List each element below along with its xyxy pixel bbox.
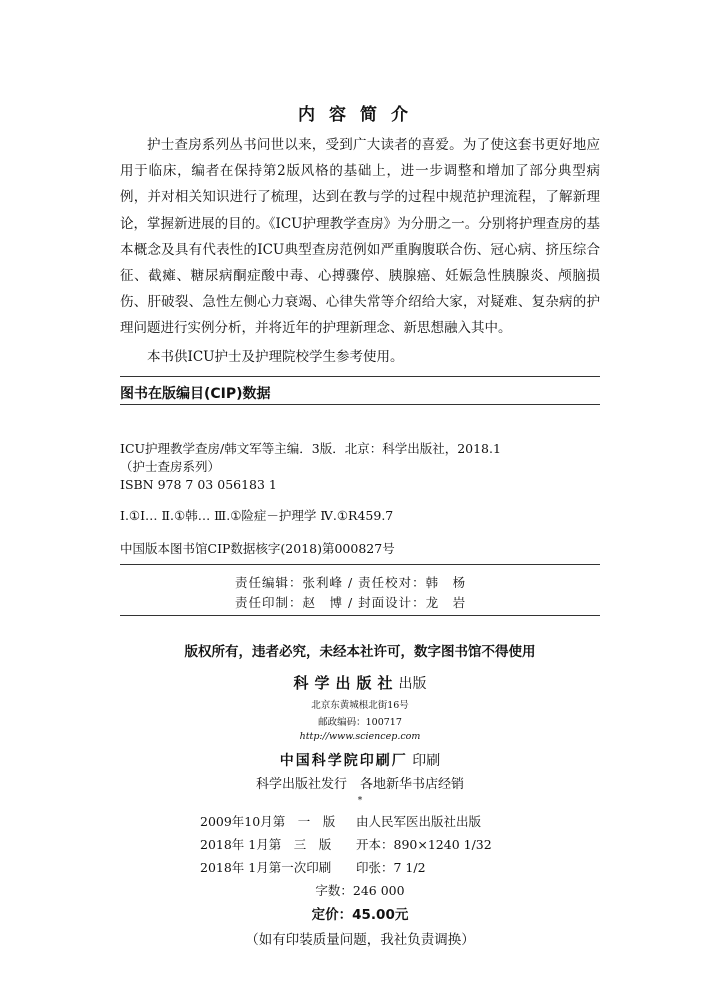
distribution-line: 科学出版社发行 各地新华书店经销 xyxy=(255,777,464,792)
publisher-url: http://www.sciencep.com xyxy=(299,731,421,742)
printer-name: 中国科学院印刷厂 xyxy=(279,753,408,769)
format-size: 开本：890×1240 1/32 xyxy=(356,837,492,852)
printer-suffix: 印刷 xyxy=(412,753,441,769)
intro-title: 内容简介 xyxy=(298,105,422,125)
publisher-name: 科学出版社 xyxy=(293,674,399,692)
first-printing: 2018年 1月第一次印刷 xyxy=(200,860,332,875)
quality-note: （如有印装质量问题，我社负责调换） xyxy=(245,932,475,948)
printer-line xyxy=(0,750,720,770)
cip-divider-bottom xyxy=(120,564,600,565)
edition-3-left: 2018年 1月第 三 版 xyxy=(200,837,332,852)
cip-heading: 图书在版编目(CIP)数据 xyxy=(120,386,271,402)
section-divider xyxy=(120,376,600,377)
intro-paragraph-1: 护士查房系列丛书问世以来，受到广大读者的喜爱。为了使这套书更好地应用于临床，编者在保持第2版风格的基础上，进一步调整和增加了部分典型病例，并对相关知识进行了梳理，达到在教与学的过程中规范护理流程，了解新理论，掌握新进展的目的。《ICU护理教学查房》为分册之一。分别将护理查房的基本概念及具有代表性的ICU典型查房范例如严重胸腹联合伤、冠心病、挤压综合征、截瘫、糖尿病酮症酸中毒、心搏骤停、胰腺癌、妊娠急性胰腺炎、颅脑损伤、肝破裂、急性左侧心力衰竭、心律失常等介绍给大家，对疑难、复杂病的护理问题进行实例分析，并将近年的护理新理念、新思想融入其中。 xyxy=(120,137,600,337)
star-mark: * xyxy=(357,796,363,806)
publisher-postcode: 邮政编码：100717 xyxy=(318,717,402,728)
staff-divider xyxy=(120,615,600,616)
price: 定价：45.00元 xyxy=(311,907,409,923)
cip-line-classification: Ⅰ.①I… Ⅱ.①韩… Ⅲ.①险症－护理学 Ⅳ.①R459.7 xyxy=(120,508,394,523)
cip-line-title: ICU护理教学查房/韩文军等主编．3版．北京：科学出版社，2018.1 xyxy=(120,441,501,456)
cip-divider-top xyxy=(120,404,600,405)
cip-line-isbn: ISBN 978 7 03 056183 1 xyxy=(120,477,277,492)
copyright-notice: 版权所有，违者必究，未经本社许可，数字图书馆不得使用 xyxy=(184,644,536,660)
cip-line-record-number: 中国版本图书馆CIP数据核字(2018)第000827号 xyxy=(120,541,395,556)
cip-line-series: （护士查房系列） xyxy=(120,459,221,474)
word-count: 字数：246 000 xyxy=(315,883,405,898)
publisher-line xyxy=(0,672,720,693)
printed-sheets: 印张：7 1/2 xyxy=(356,860,426,875)
staff-line-production: 责任印制：赵 博 / 封面设计：龙 岩 xyxy=(235,595,467,610)
edition-1-right: 由人民军医出版社出版 xyxy=(356,814,482,829)
publisher-address: 北京东黄城根北街16号 xyxy=(311,700,409,711)
publisher-suffix: 出版 xyxy=(398,676,427,692)
staff-line-editors: 责任编辑：张利峰 / 责任校对：韩 杨 xyxy=(235,575,467,590)
edition-1-left: 2009年10月第 一 版 xyxy=(200,814,336,829)
intro-paragraph-2: 本书供ICU护士及护理院校学生参考使用。 xyxy=(147,349,404,365)
